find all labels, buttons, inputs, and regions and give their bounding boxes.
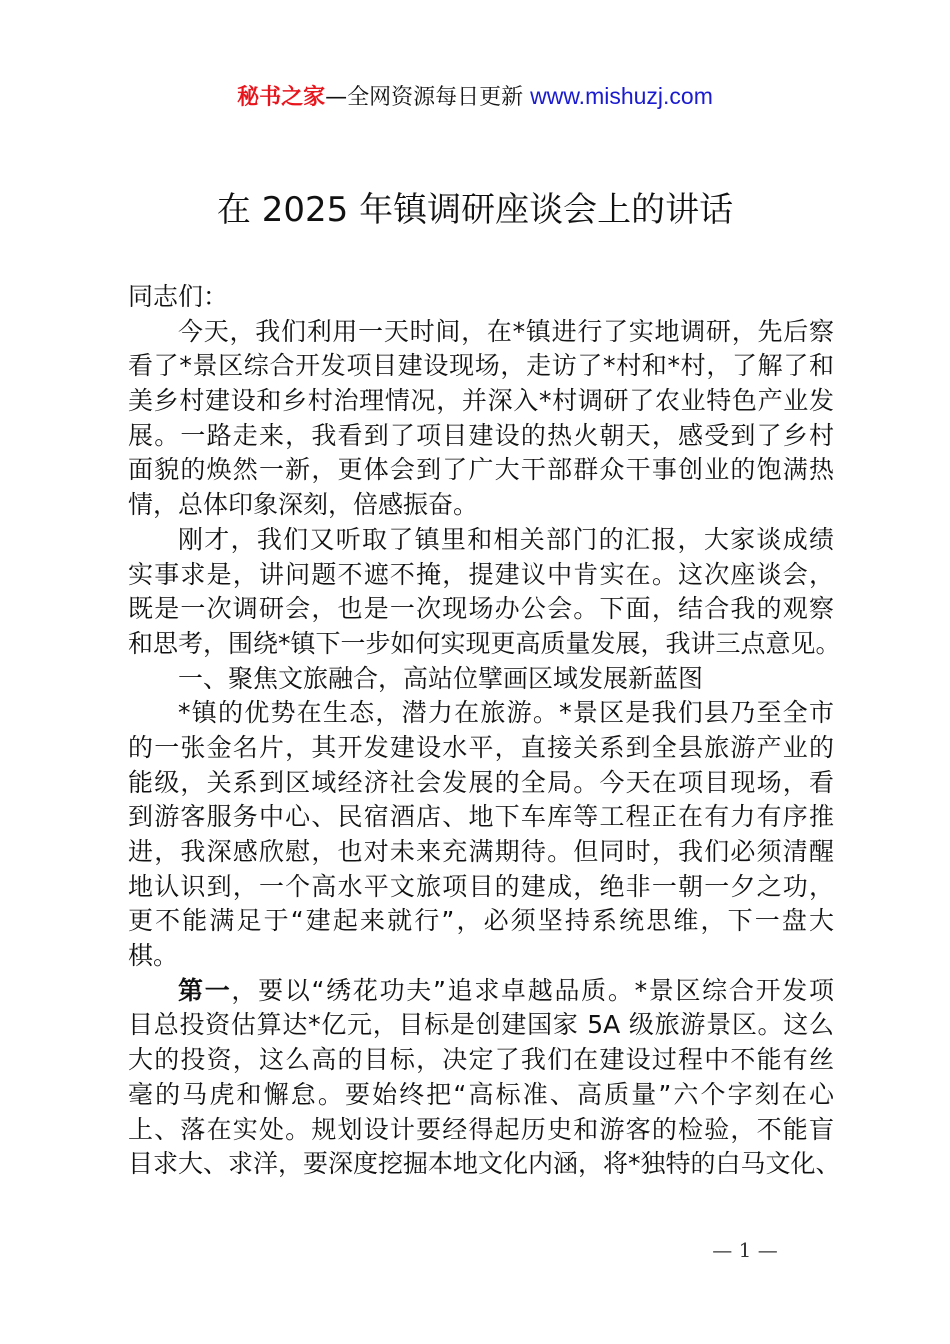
text-line [128,1008,834,1043]
text-line [128,558,834,593]
line-text: 实事求是，讲问题不遮不掩，提建议中肯实在。这次座谈会， [128,559,834,589]
line-text: 更不能满足于“建起来就行”，必须坚持系统思维，下一盘大 [128,906,834,936]
text-line [128,384,834,419]
line-text: 面貌的焕然一新，更体会到了广大干部群众干事创业的饱满热 [128,455,834,485]
text-line [128,488,834,523]
text-line [128,800,834,835]
text-line [128,592,834,627]
text-line [128,1147,841,1182]
text-line [128,419,834,454]
text-line [128,904,834,939]
line-text: 目求大、求洋，要深度挖掘本地文化内涵，将*独特的白马文化、 [128,1149,841,1179]
site-banner [0,80,950,114]
line-text: 美乡村建设和乡村治理情况，并深入*村调研了农业特色产业发 [128,386,834,416]
line-text: 展。一路走来，我看到了项目建设的热火朝天，感受到了乡村 [128,420,834,450]
brand-name: 秘书之家 [237,85,326,110]
line-text: 到游客服务中心、民宿酒店、地下车库等工程正在有力有序推 [128,802,834,832]
line-text: 目总投资估算达*亿元，目标是创建国家 5A 级旅游景区。这么 [128,1010,834,1040]
text-line [128,315,834,350]
line-text: *镇的优势在生态，潜力在旅游。*景区是我们县乃至全市 [178,698,834,728]
line-text: 刚才，我们又听取了镇里和相关部门的汇报，大家谈成绩 [178,524,834,554]
document-title: 在 2025 年镇调研座谈会上的讲话 [216,190,734,230]
site-link[interactable]: www.mishuzj.com [530,83,713,109]
line-text: 同志们： [128,282,229,311]
line-text: 今天，我们利用一天时间，在*镇进行了实地调研，先后察 [178,316,834,346]
text-line [128,453,834,488]
line-text: 大的投资，这么高的目标，决定了我们在建设过程中不能有丝 [128,1045,834,1075]
text-line [128,627,841,662]
text-line [128,662,834,697]
line-text: 的一张金名片，其开发建设水平，直接关系到全县旅游产业的 [128,732,834,762]
text-line [128,1113,834,1148]
text-line [128,280,834,315]
document-body [128,280,841,1182]
text-line [128,870,834,905]
line-text: 能级，关系到区域经济社会发展的全局。今天在项目现场，看 [128,767,834,797]
text-line [128,523,834,558]
text-line [128,696,834,731]
text-line [128,835,834,870]
line-text: 既是一次调研会，也是一次现场办公会。下面，结合我的观察 [128,594,834,624]
text-line [128,766,834,801]
page-number: — 1 — [712,1238,778,1262]
text-line [128,349,834,384]
line-text: 毫的马虎和懈怠。要始终把“高标准、高质量”六个字刻在心 [128,1079,834,1109]
line-text: 看了*景区综合开发项目建设现场，走访了*村和*村，了解了和 [128,351,834,381]
line-text: 一、聚焦文旅融合，高站位擘画区域发展新蓝图 [178,663,704,693]
line-text: 情，总体印象深刻，倍感振奋。 [128,490,479,520]
banner-tagline: —全网资源每日更新 [325,85,524,110]
text-line [128,974,834,1009]
line-text: 进，我深感欣慰，也对未来充满期待。但同时，我们必须清醒 [128,837,834,866]
line-text: 上、落在实处。规划设计要经得起历史和游客的检验，不能盲 [128,1114,834,1144]
text-line [128,1078,834,1113]
text-line [128,731,834,766]
line-text: 地认识到，一个高水平文旅项目的建成，绝非一朝一夕之功， [128,871,834,901]
line-text: 棋。 [128,941,179,971]
line-text: ，要以“绣花功夫”追求卓越品质。*景区综合开发项 [231,975,834,1005]
text-line [128,1043,834,1078]
bold-lead: 第一 [178,975,232,1005]
line-text: 和思考，围绕*镇下一步如何实现更高质量发展，我讲三点意见。 [128,628,841,658]
text-line [128,939,834,974]
